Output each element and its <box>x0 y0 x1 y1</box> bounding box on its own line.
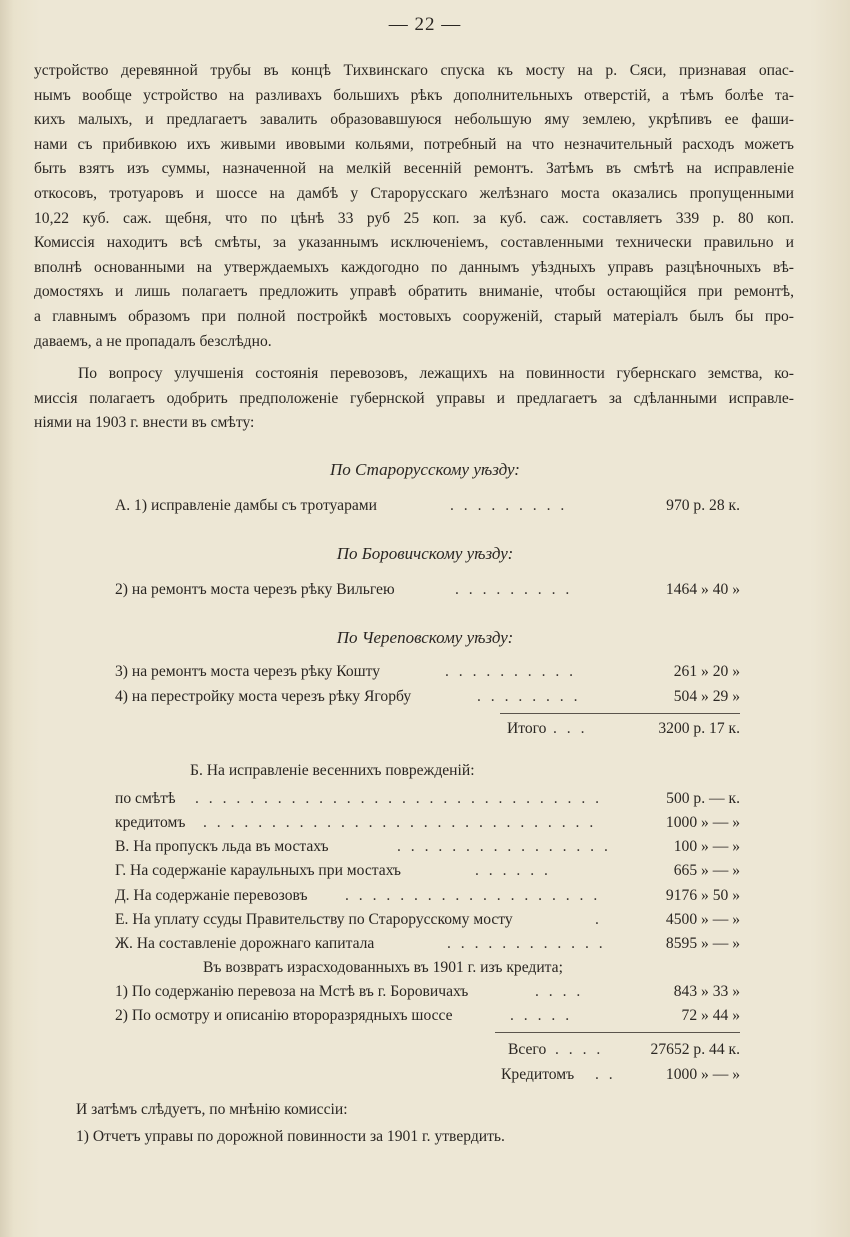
row-amount: 9176 » 50 » <box>665 887 740 904</box>
leader-dots: . . . . . . . . . . <box>445 663 577 680</box>
budget-row <box>115 494 740 518</box>
row-label: Г. На содержаніе караульныхъ при мостахъ <box>115 862 401 879</box>
budget-row <box>115 685 740 709</box>
credit-amount: 1000 » — » <box>665 1066 740 1083</box>
row-amount: 261 » 20 » <box>673 663 740 680</box>
leader-dots: . . . . . . . . <box>477 688 581 705</box>
row-label: 4) на перестройку моста черезъ рѣку Ягорбу <box>115 688 412 705</box>
paragraph-line: нами съ прибивкою ихъ живыми ивовыми кольями, потребный на что незначительный расходъ можетъ <box>34 135 794 153</box>
leader-dots: . . . . <box>535 983 584 1000</box>
paragraph-line: даваемъ, а не пропадалъ безслѣдно. <box>34 332 272 350</box>
paragraph-line: а главнымъ образомъ при полной постройкѣ мостовыхъ сооруженій, старый матеріалъ былъ бы про- <box>34 307 794 325</box>
grand-total-amount: 27652 р. 44 к. <box>650 1041 740 1058</box>
total-label: Итого <box>507 720 547 737</box>
row-amount: 665 » — » <box>673 862 740 879</box>
row-amount: 72 » 44 » <box>681 1007 740 1024</box>
budget-row <box>115 835 740 859</box>
row-label: 1) По содержанію перевоза на Мстѣ въ г. Боровичахъ <box>115 983 469 1000</box>
row-label: 2) По осмотру и описанію второразрядныхъ шоссе <box>115 1007 453 1024</box>
leader-dots: . . . <box>553 720 588 737</box>
budget-row <box>115 811 740 835</box>
leader-dots: . . <box>595 1066 616 1083</box>
paragraph-line: быть взятъ изъ суммы, назначенной на мелкій весенній ремонтъ. Затѣмъ въ смѣтѣ на исправленіе <box>34 160 794 178</box>
heading-spring-repairs: Б. На исправленіе весеннихъ поврежденій: <box>190 762 475 779</box>
row-amount: 8595 » — » <box>665 935 740 952</box>
budget-row <box>115 980 740 1004</box>
row-label: 3) на ремонтъ моста черезъ рѣку Кошту <box>115 663 381 680</box>
row-label: В. На пропускъ льда въ мостахъ <box>115 838 329 855</box>
credit-label: Кредитомъ <box>501 1066 575 1083</box>
row-label: А. 1) исправленіе дамбы съ тротуарами <box>115 497 377 514</box>
grand-total-label: Всего <box>508 1041 547 1058</box>
sum-rule <box>495 1032 740 1033</box>
leader-dots: . . . . . . . . . . . . <box>447 935 606 952</box>
row-amount: 970 р. 28 к. <box>666 497 740 514</box>
leader-dots: . . . . <box>555 1041 604 1058</box>
paragraph-commission-opinion <box>34 59 794 354</box>
leader-dots: . . . . . . . . . <box>450 497 568 514</box>
heading-return-credit: Въ возвратъ израсходованныхъ въ 1901 г. изъ кредита; <box>203 959 563 976</box>
leader-dots: . <box>595 911 602 928</box>
leader-dots: . . . . . . . . . . . . . . . . . . . <box>345 887 601 904</box>
row-amount: 504 » 29 » <box>673 688 740 705</box>
paragraph-line: Комиссія находитъ всѣ смѣты, за указаннымъ исключеніемъ, составленными технически правильно и <box>34 234 794 252</box>
leader-dots: . . . . . . . . . . . . . . . . . . . . . . . . . . . . . <box>203 814 597 831</box>
heading-cherepovsky-uezd: По Череповскому уѣзду: <box>336 628 514 647</box>
row-label: 2) на ремонтъ моста черезъ рѣку Вильгею <box>115 581 395 598</box>
row-label: Д. На содержаніе перевозовъ <box>115 887 308 904</box>
row-amount: 1000 » — » <box>665 814 740 831</box>
heading-starorussky-uezd: По Старорусскому уѣзду: <box>330 460 520 479</box>
leader-dots: . . . . . <box>510 1007 573 1024</box>
row-amount: 1464 » 40 » <box>665 581 740 598</box>
paragraph-line: вполнѣ основанными на утверждаемыхъ каждогодно по даннымъ уѣздныхъ управъ разцѣночныхъ вѣ- <box>34 258 794 276</box>
row-label: Ж. На составленіе дорожнаго капитала <box>115 935 375 952</box>
page-number: — 22 — <box>388 14 462 35</box>
paragraph-ferries <box>34 362 794 436</box>
budget-row <box>115 578 740 602</box>
paragraph-line: миссія полагаетъ одобрить предположеніе губернской управы и предлагаетъ за сдѣланными исправле- <box>34 389 794 407</box>
grand-total-row <box>115 1038 740 1062</box>
paragraph-line: устройство деревянной трубы въ концѣ Тихвинскаго спуска къ мосту на р. Сяси, признавая опас- <box>34 62 794 79</box>
paragraph-line: откосовъ, тротуаровъ и шоссе на дамбѣ у Старорусскаго желѣзнаго моста оказались пропущенными <box>34 184 794 202</box>
row-amount: 100 » — » <box>673 838 740 855</box>
budget-row <box>115 1004 740 1028</box>
leader-dots: . . . . . . . . . . . . . . . . <box>397 838 611 855</box>
budget-row <box>115 660 740 684</box>
row-label: Е. На уплату ссуды Правительству по Старорусскому мосту <box>115 911 513 928</box>
paragraph-line: ніями на 1903 г. внести въ смѣту: <box>34 414 255 432</box>
row-amount: 4500 » — » <box>665 911 740 928</box>
total-amount: 3200 р. 17 к. <box>658 720 740 737</box>
leader-dots: . . . . . . . . . <box>455 581 573 598</box>
credit-row <box>115 1063 740 1087</box>
leader-dots: . . . . . . . . . . . . . . . . . . . . . . . . . . . . . . <box>195 790 603 807</box>
paragraph-line: кихъ малыхъ, и предлагаетъ завалить образовавшуюся небольшую яму землею, укрѣпивъ ее фаши- <box>34 111 794 129</box>
row-amount: 843 » 33 » <box>673 983 740 1000</box>
budget-row <box>115 787 740 811</box>
budget-row <box>115 932 740 956</box>
paragraph-line: нымъ вообще устройство на разливахъ большихъ рѣкъ дополнительныхъ отверстій, а тѣмъ болѣе та- <box>34 86 794 104</box>
budget-row <box>115 859 740 883</box>
budget-row <box>115 884 740 908</box>
paragraph-line: 10,22 куб. саж. щебня, что по цѣнѣ 33 руб 25 коп. за куб. саж. составляетъ 339 р. 80 коп. <box>34 209 794 227</box>
closing-resolution: 1) Отчетъ управы по дорожной повинности за 1901 г. утвердить. <box>76 1128 505 1145</box>
row-amount: 500 р. — к. <box>666 790 740 807</box>
sum-rule <box>500 713 740 714</box>
leader-dots: . . . . . . <box>475 862 551 879</box>
row-label: кредитомъ <box>115 814 186 831</box>
heading-borovichsky-uezd: По Боровичскому уѣзду: <box>336 544 514 563</box>
row-label: по смѣтѣ <box>115 790 176 807</box>
paragraph-line: По вопросу улучшенія состоянія перевозовъ, лежащихъ на повинности губернскаго земства, ко- <box>78 365 794 382</box>
closing-intro: И затѣмъ слѣдуетъ, по мнѣнію комиссіи: <box>76 1101 348 1118</box>
budget-row <box>115 908 740 932</box>
paragraph-line: домостяхъ и лишь полагаетъ предложить управѣ обратить вниманіе, чтобы остающійся при ремонтѣ, <box>34 283 794 301</box>
total-row <box>115 717 740 741</box>
